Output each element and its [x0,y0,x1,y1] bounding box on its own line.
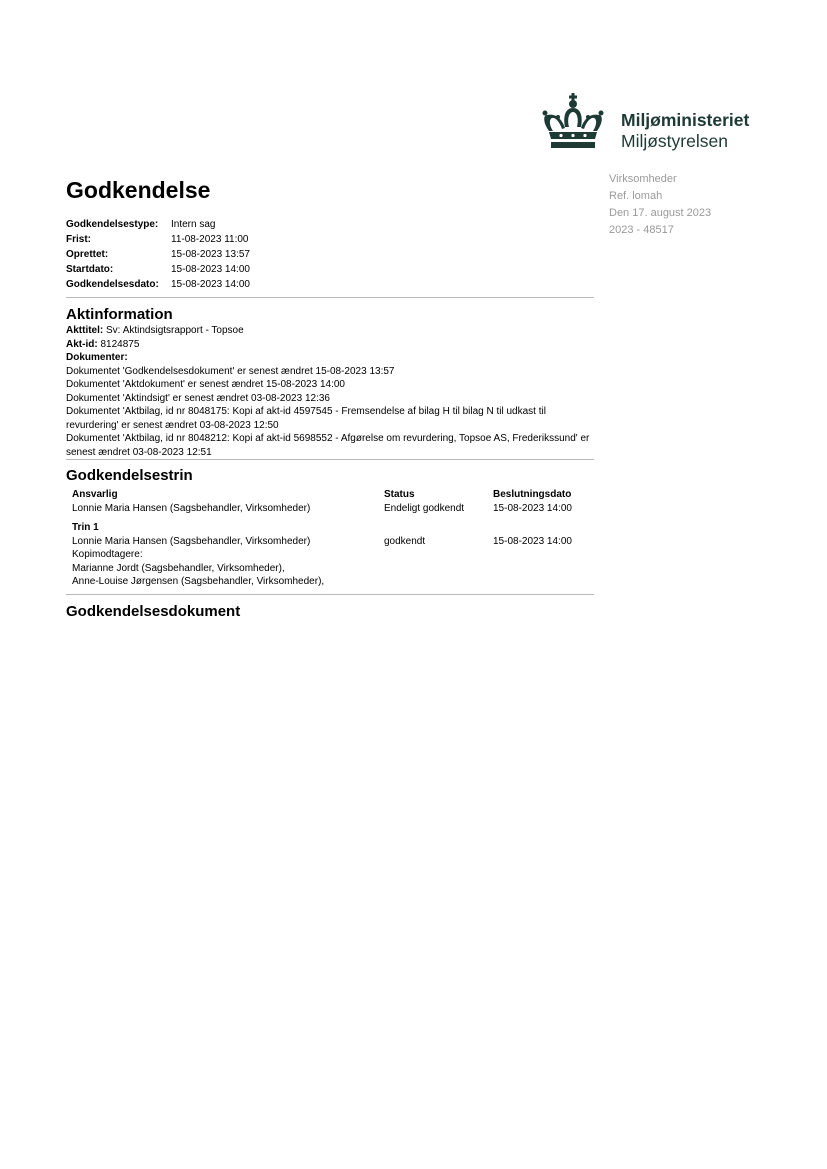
section-godkendelsestrin [66,459,594,589]
document-line: Dokumentet 'Aktbilag, id nr 8048212: Kopi af akt-id 5698552 - Afgørelse om revurdering, Topsoe AS, Frederikssund' er senest ændret 03-08-2023 12:51 [66,433,590,458]
table-row [72,535,594,549]
page-title: Godkendelse [66,177,211,203]
document-line: Dokumentet 'Aktdokument' er senest ændret 15-08-2023 14:00 [66,379,345,390]
detail-row [66,247,594,262]
cell-dato: 15-08-2023 14:00 [493,502,572,514]
approval-details [66,217,594,292]
detail-label: Frist: [66,234,91,245]
cell-status: godkendt [384,535,426,547]
aktid-label: Akt-id: [66,338,98,350]
document-line: Dokumentet 'Godkendelsesdokument' er senest ændret 15-08-2023 13:57 [66,365,395,377]
section-divider [66,459,594,460]
detail-row [66,277,594,292]
detail-label: Godkendelsestype: [66,219,159,230]
detail-row [66,262,594,277]
section-aktinformation [66,297,594,459]
detail-label: Godkendelsesdato: [66,279,159,290]
meta-case-number: 2023 - 48517 [609,224,674,236]
section-godkendelsesdokument [66,594,594,621]
table-row [72,502,594,516]
detail-value: 15-08-2023 14:00 [171,264,250,275]
cell-status: Endeligt godkendt [384,502,465,514]
akttitel-line [66,324,594,338]
section-heading: Godkendelsestrin [66,467,193,484]
dokumenter-label: Dokumenter: [66,352,128,363]
aktid-value: 8124875 [97,338,140,350]
kopimodtager-item: Marianne Jordt (Sagsbehandler, Virksomheder), [72,562,285,574]
document-line: Dokumentet 'Aktindsigt' er senest ændret 03-08-2023 12:36 [66,392,330,404]
section-heading: Aktinformation [66,306,173,323]
section-heading: Godkendelsesdokument [66,602,241,620]
akttitel-label: Akttitel: [66,325,104,336]
aktid-line [66,338,594,352]
detail-row [66,217,594,232]
section-divider [66,594,594,595]
cell-dato: 15-08-2023 14:00 [493,535,572,547]
column-header-beslutningsdato: Beslutningsdato [493,489,572,500]
document-meta [609,171,711,239]
detail-value: 15-08-2023 13:57 [171,249,250,260]
logo-agency-name: Miljøstyrelsen [621,131,728,151]
detail-value: 11-08-2023 11:00 [171,234,249,245]
column-header-status: Status [384,489,415,500]
meta-department: Virksomheder [609,173,677,185]
cell-ansvarlig: Lonnie Maria Hansen (Sagsbehandler, Virksomheder) [72,502,311,514]
akttitel-value: Sv: Aktindsigtsrapport - Topsoe [103,325,244,336]
ministry-logo [541,93,771,153]
document-body [66,176,594,621]
detail-row [66,232,594,247]
akt-info-body [66,324,594,459]
meta-date: Den 17. august 2023 [609,207,712,219]
logo-ministry-name: Miljøministeriet [621,110,750,130]
detail-value: 15-08-2023 14:00 [171,279,250,290]
meta-ref: Ref. lomah [609,190,663,202]
section-divider [66,297,594,298]
column-header-ansvarlig: Ansvarlig [72,489,118,500]
cell-ansvarlig: Lonnie Maria Hansen (Sagsbehandler, Virksomheder) [72,535,311,547]
detail-value: Intern sag [171,219,216,230]
table-header-row [72,488,594,502]
approval-steps-table [66,488,594,589]
document-line: Dokumentet 'Aktbilag, id nr 8048175: Kopi af akt-id 4597545 - Fremsendelse af bilag H til bilag N til udkast til revurdering' er senest ændret 03-08-2023 12:50 [66,406,546,431]
crown-icon [541,93,605,151]
kopimodtagere-label: Kopimodtagere: [72,549,143,560]
kopimodtager-item: Anne-Louise Jørgensen (Sagsbehandler, Virksomheder), [72,576,325,587]
detail-label: Startdato: [66,264,114,275]
step-label: Trin 1 [72,522,99,533]
detail-label: Oprettet: [66,249,109,260]
